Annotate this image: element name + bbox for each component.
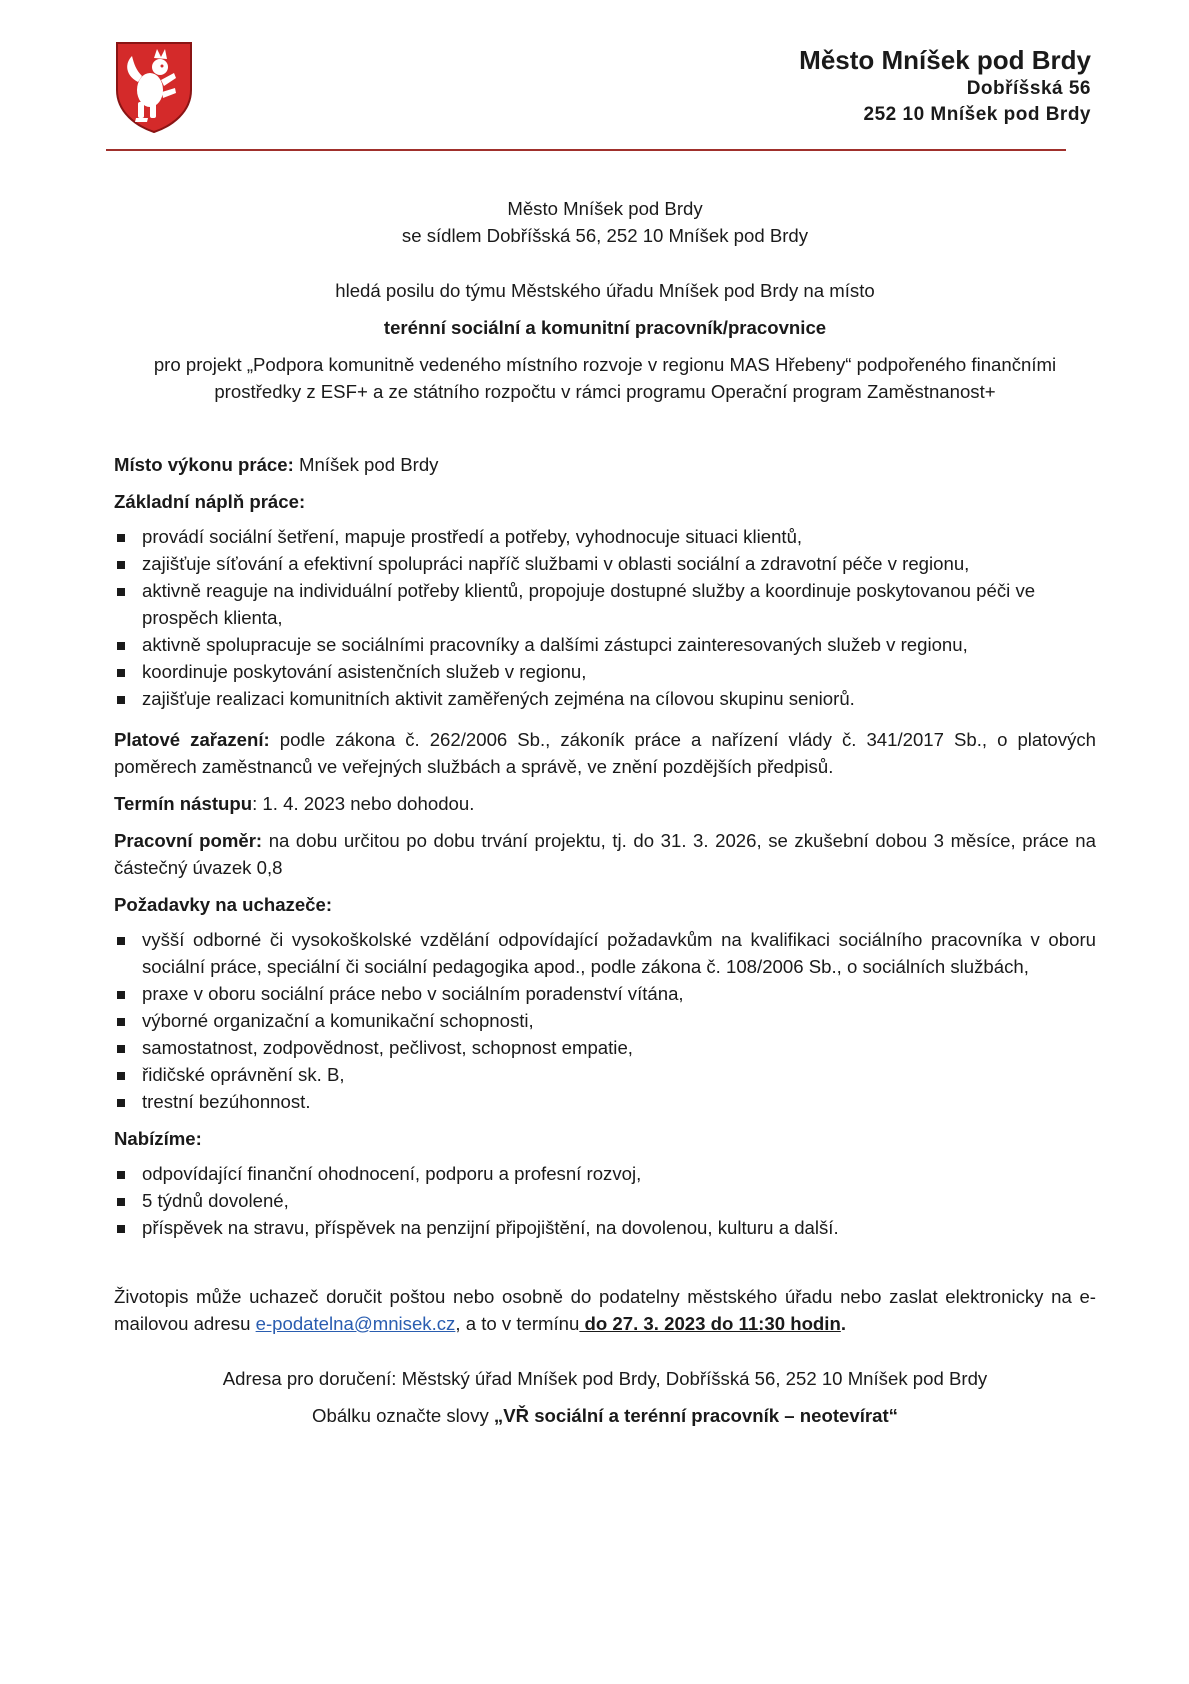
employer: Město Mníšek pod Brdy xyxy=(507,198,703,219)
workplace-value: Mníšek pod Brdy xyxy=(293,454,439,475)
requirements-list xyxy=(114,926,1096,1115)
application-text-middle: , a to v termínu xyxy=(455,1313,580,1334)
requirements-heading: Požadavky na uchazeče: xyxy=(114,894,333,915)
city-name: Město Mníšek pod Brdy xyxy=(799,45,1091,75)
application-text: Životopis může uchazeč doručit poštou nebo osobně do podatelny městského úřadu nebo zaslat elektronicky na e-mailovou adresu xyxy=(114,1286,1096,1334)
workplace-label: Místo výkonu práce: xyxy=(114,454,294,475)
letterhead xyxy=(0,0,1189,160)
position-title: terénní sociální a komunitní pracovník/pracovnice xyxy=(383,317,827,338)
salary-label: Platové zařazení: xyxy=(114,729,270,750)
start-label: Termín nástupu xyxy=(114,793,253,814)
employer-seat: se sídlem Dobříšská 56, 252 10 Mníšek pod Brdy xyxy=(401,225,809,246)
duties-list xyxy=(114,523,1096,712)
list-item: samostatnost, zodpovědnost, pečlivost, schopnost empatie, xyxy=(114,1034,1096,1061)
list-item: aktivně spolupracuje se sociálními pracovníky a dalšími zástupci zainteresovaných služeb v regionu, xyxy=(114,631,1096,658)
list-item: 5 týdnů dovolené, xyxy=(114,1187,1096,1214)
list-item: výborné organizační a komunikační schopnosti, xyxy=(114,1007,1096,1034)
list-item: zajišťuje síťování a efektivní spolupráci napříč službami v oblasti sociální a zdravotní péče v regionu, xyxy=(114,550,1096,577)
project-description: pro projekt „Podpora komunitně vedeného místního rozvoje v regionu MAS Hřebeny“ podpořeného finančními prostředky z ESF+ a ze státního rozpočtu v rámci programu Operační program Zaměstnanost+ xyxy=(153,354,1057,402)
offer-heading: Nabízíme: xyxy=(114,1128,202,1149)
seeking-line: hledá posilu do týmu Městského úřadu Mníšek pod Brdy na místo xyxy=(335,280,875,301)
header-divider xyxy=(106,149,1066,151)
list-item: řidičské oprávnění sk. B, xyxy=(114,1061,1096,1088)
job-advert-body xyxy=(114,195,1096,1429)
list-item: trestní bezúhonnost. xyxy=(114,1088,1096,1115)
delivery-address: Adresa pro doručení: Městský úřad Mníšek pod Brdy, Dobříšská 56, 252 10 Mníšek pod Brdy xyxy=(222,1368,988,1389)
postcode-city: 252 10 Mníšek pod Brdy xyxy=(863,104,1091,125)
list-item: praxe v oboru sociální práce nebo v sociálním poradenství vítána, xyxy=(114,980,1096,1007)
street-address: Dobříšská 56 xyxy=(966,78,1091,99)
list-item: aktivně reaguje na individuální potřeby klientů, propojuje dostupné služby a koordinuje poskytovanou péči ve prospěch klienta, xyxy=(114,577,1096,631)
list-item: odpovídající finanční ohodnocení, podporu a profesní rozvoj, xyxy=(114,1160,1096,1187)
application-deadline: do 27. 3. 2023 do 11:30 hodin xyxy=(579,1313,841,1334)
envelope-instruction xyxy=(114,1402,1096,1429)
workplace xyxy=(114,451,1096,478)
email-link[interactable]: e-podatelna@mnisek.cz xyxy=(255,1313,456,1334)
salary-value: podle zákona č. 262/2006 Sb., zákoník práce a nařízení vlády č. 341/2017 Sb., o platových poměrech zaměstnanců ve veřejných službách a správě, ve znění pozdějších předpisů. xyxy=(114,729,1097,777)
coat-of-arms-icon xyxy=(114,40,194,135)
start-date xyxy=(114,790,1096,817)
employment-label: Pracovní poměr: xyxy=(114,830,263,851)
start-value: : 1. 4. 2023 nebo dohodou. xyxy=(252,793,475,814)
envelope-prefix: Obálku označte slovy xyxy=(312,1405,494,1426)
letterhead-address xyxy=(799,44,1091,128)
list-item: zajišťuje realizaci komunitních aktivit zaměřených zejména na cílovou skupinu seniorů. xyxy=(114,685,1096,712)
list-item: příspěvek na stravu, příspěvek na penzijní připojištění, na dovolenou, kulturu a další. xyxy=(114,1214,1096,1241)
salary xyxy=(114,726,1096,780)
envelope-mark: „VŘ sociální a terénní pracovník – neotevírat“ xyxy=(493,1405,898,1426)
list-item: koordinuje poskytování asistenčních služeb v regionu, xyxy=(114,658,1096,685)
employment-terms xyxy=(114,827,1096,881)
list-item: provádí sociální šetření, mapuje prostředí a potřeby, vyhodnocuje situaci klientů, xyxy=(114,523,1096,550)
application-instructions xyxy=(114,1283,1096,1337)
duties-heading: Základní náplň práce: xyxy=(114,491,306,512)
offer-list xyxy=(114,1160,1096,1241)
application-text-end: . xyxy=(840,1313,846,1334)
list-item: vyšší odborné či vysokoškolské vzdělání odpovídající požadavkům na kvalifikaci sociálního pracovníka v oboru sociální práce, speciální či sociální pedagogika apod., podle zákona č. 108/2006 Sb., o sociálních službách, xyxy=(114,926,1096,980)
employment-value: na dobu určitou po dobu trvání projektu, tj. do 31. 3. 2026, se zkušební dobou 3 měsíce, práce na částečný úvazek 0,8 xyxy=(114,830,1096,878)
